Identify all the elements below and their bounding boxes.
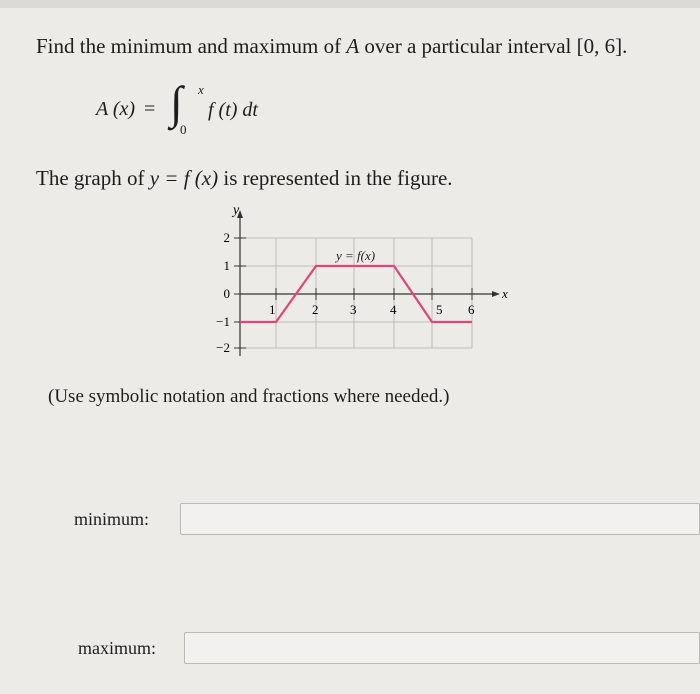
minimum-input[interactable] bbox=[180, 503, 700, 535]
graph-intro-equation: y = f (x) bbox=[149, 166, 219, 190]
x-axis-arrow bbox=[492, 291, 500, 297]
integrand: f (t) dt bbox=[208, 99, 258, 121]
top-edge bbox=[0, 0, 700, 8]
y-tick-label-2: 2 bbox=[223, 230, 230, 245]
problem-text-before: Find the minimum and maximum of bbox=[36, 34, 347, 58]
x-tick-label-1: 1 bbox=[269, 302, 276, 317]
function-graph-svg bbox=[196, 202, 526, 362]
y-axis-label: y bbox=[233, 203, 240, 218]
problem-statement bbox=[36, 34, 627, 59]
formula-equals: = bbox=[144, 98, 156, 120]
minimum-label: minimum: bbox=[74, 509, 150, 529]
y-tick-label-1: 1 bbox=[223, 258, 230, 273]
x-tick-label-6: 6 bbox=[468, 302, 475, 317]
graph-intro-after: is represented in the figure. bbox=[218, 166, 453, 190]
maximum-input[interactable] bbox=[184, 632, 700, 664]
curve-label: y = f(x) bbox=[336, 248, 376, 263]
function-graph bbox=[196, 202, 526, 362]
problem-variable: A bbox=[346, 34, 360, 58]
integral-lower-limit: 0 bbox=[180, 122, 187, 137]
integral-upper-limit: x bbox=[198, 82, 204, 97]
formula-lhs: A (x) bbox=[96, 98, 136, 120]
x-tick-label-3: 3 bbox=[350, 302, 357, 317]
problem-text-after: over a particular interval [0, 6]. bbox=[359, 34, 628, 58]
x-tick-label-4: 4 bbox=[390, 302, 397, 317]
integral-sign: ∫ bbox=[170, 77, 183, 128]
y-tick-label-0: 0 bbox=[223, 286, 230, 301]
x-tick-label-5: 5 bbox=[436, 302, 443, 317]
graph-intro bbox=[36, 166, 453, 191]
y-tick-label-m1: −1 bbox=[216, 314, 230, 329]
instruction-hint: (Use symbolic notation and fractions where needed.) bbox=[48, 386, 450, 407]
x-axis-label: x bbox=[502, 286, 508, 301]
y-tick-label-m2: −2 bbox=[216, 340, 230, 355]
x-tick-label-2: 2 bbox=[312, 302, 319, 317]
graph-intro-before: The graph of bbox=[36, 166, 150, 190]
maximum-label: maximum: bbox=[78, 638, 156, 658]
